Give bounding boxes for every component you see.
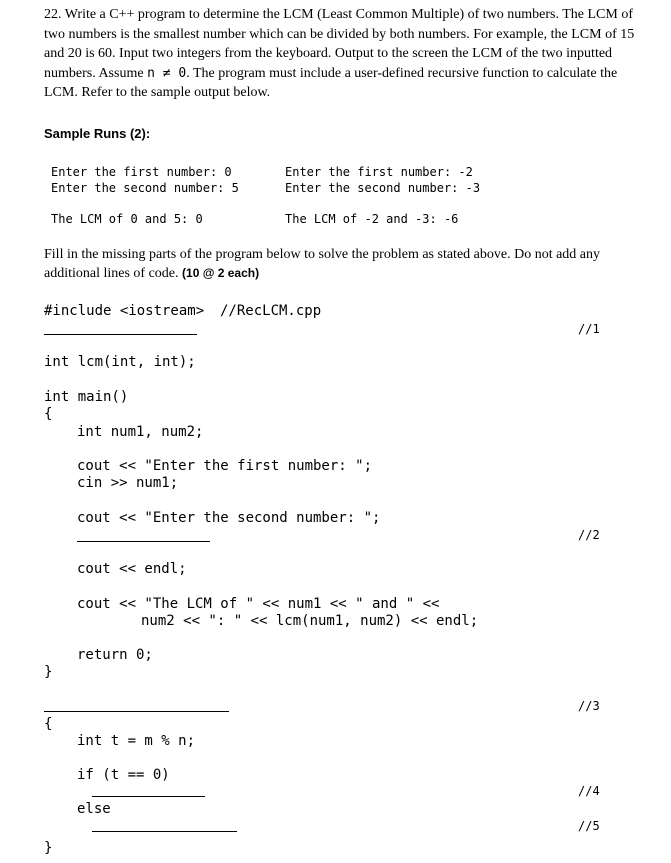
code-file-comment: //RecLCM.cpp xyxy=(220,303,322,319)
problem-line-1 xyxy=(44,5,669,25)
code-read-first: cin >> num1; xyxy=(77,475,179,491)
run1-line-3: The LCM of 0 and 5: 0 xyxy=(51,212,203,226)
blank-2-line[interactable] xyxy=(77,541,210,542)
run1-line-1: Enter the first number: 0 xyxy=(51,165,232,179)
points-label: (10 @ 2 each) xyxy=(182,266,260,280)
code-output-line-2: num2 << ": " << lcm(num1, num2) << endl; xyxy=(141,613,479,629)
blank-4-marker: //4 xyxy=(578,784,600,798)
code-prompt-first: cout << "Enter the first number: "; xyxy=(77,458,373,474)
condition-code: n ≠ 0 xyxy=(147,65,187,81)
blank-2-marker: //2 xyxy=(578,528,600,542)
code-else: else xyxy=(77,801,111,817)
run2-line-1: Enter the first number: -2 xyxy=(285,165,473,179)
code-declaration: int num1, num2; xyxy=(77,424,204,440)
instructions-line-2 xyxy=(44,264,669,284)
run1-line-2: Enter the second number: 5 xyxy=(51,181,239,195)
code-include: #include <iostream> xyxy=(44,303,205,319)
blank-3-line[interactable] xyxy=(44,711,229,712)
run2-line-3: The LCM of -2 and -3: -6 xyxy=(285,212,459,226)
code-main-close-brace: } xyxy=(44,664,53,680)
blank-1-marker: //1 xyxy=(578,322,600,336)
instructions-line-1: Fill in the missing parts of the program below to solve the problem as stated above. Do not add any xyxy=(44,247,601,262)
code-return: return 0; xyxy=(77,647,153,663)
instructions-text: additional lines of code. xyxy=(44,266,179,281)
blank-5-marker: //5 xyxy=(578,819,600,833)
code-func-open-brace: { xyxy=(44,716,53,732)
code-t-declaration: int t = m % n; xyxy=(77,733,196,749)
problem-text-4a: numbers. Assume xyxy=(44,65,148,81)
blank-1-line[interactable] xyxy=(44,334,197,335)
code-endl: cout << endl; xyxy=(77,561,187,577)
code-func-close-brace: } xyxy=(44,840,53,856)
problem-line-4 xyxy=(44,64,669,84)
problem-line-3: and 20 is 60. Input two integers from the keyboard. Output to the screen the LCM of the two inputted xyxy=(44,46,613,61)
code-main-open-brace: { xyxy=(44,406,53,422)
blank-4-line[interactable] xyxy=(92,796,205,797)
code-prototype: int lcm(int, int); xyxy=(44,354,196,370)
code-prompt-second: cout << "Enter the second number: "; xyxy=(77,510,381,526)
code-if: if (t == 0) xyxy=(77,767,170,783)
problem-line-2: two numbers is the smallest number which can be divided by both numbers. For example, the LCM of 15 xyxy=(44,26,635,42)
code-main-signature: int main() xyxy=(44,389,129,405)
run2-line-2: Enter the second number: -3 xyxy=(285,181,481,195)
code-output-line-1: cout << "The LCM of " << num1 << " and " << xyxy=(77,596,440,612)
blank-3-marker: //3 xyxy=(578,699,600,713)
blank-5-line[interactable] xyxy=(92,831,237,832)
problem-text-1: Write a C++ program to determine the LCM (Least Common Multiple) of two numbers. The LCM of xyxy=(64,7,634,22)
sample-runs-heading: Sample Runs (2): xyxy=(44,126,151,141)
problem-line-5: LCM. Refer to the sample output below. xyxy=(44,85,271,100)
problem-number: 22. xyxy=(44,7,62,22)
problem-text-4b: . The program must include a user-defined recursive function to calculate the xyxy=(186,65,618,81)
